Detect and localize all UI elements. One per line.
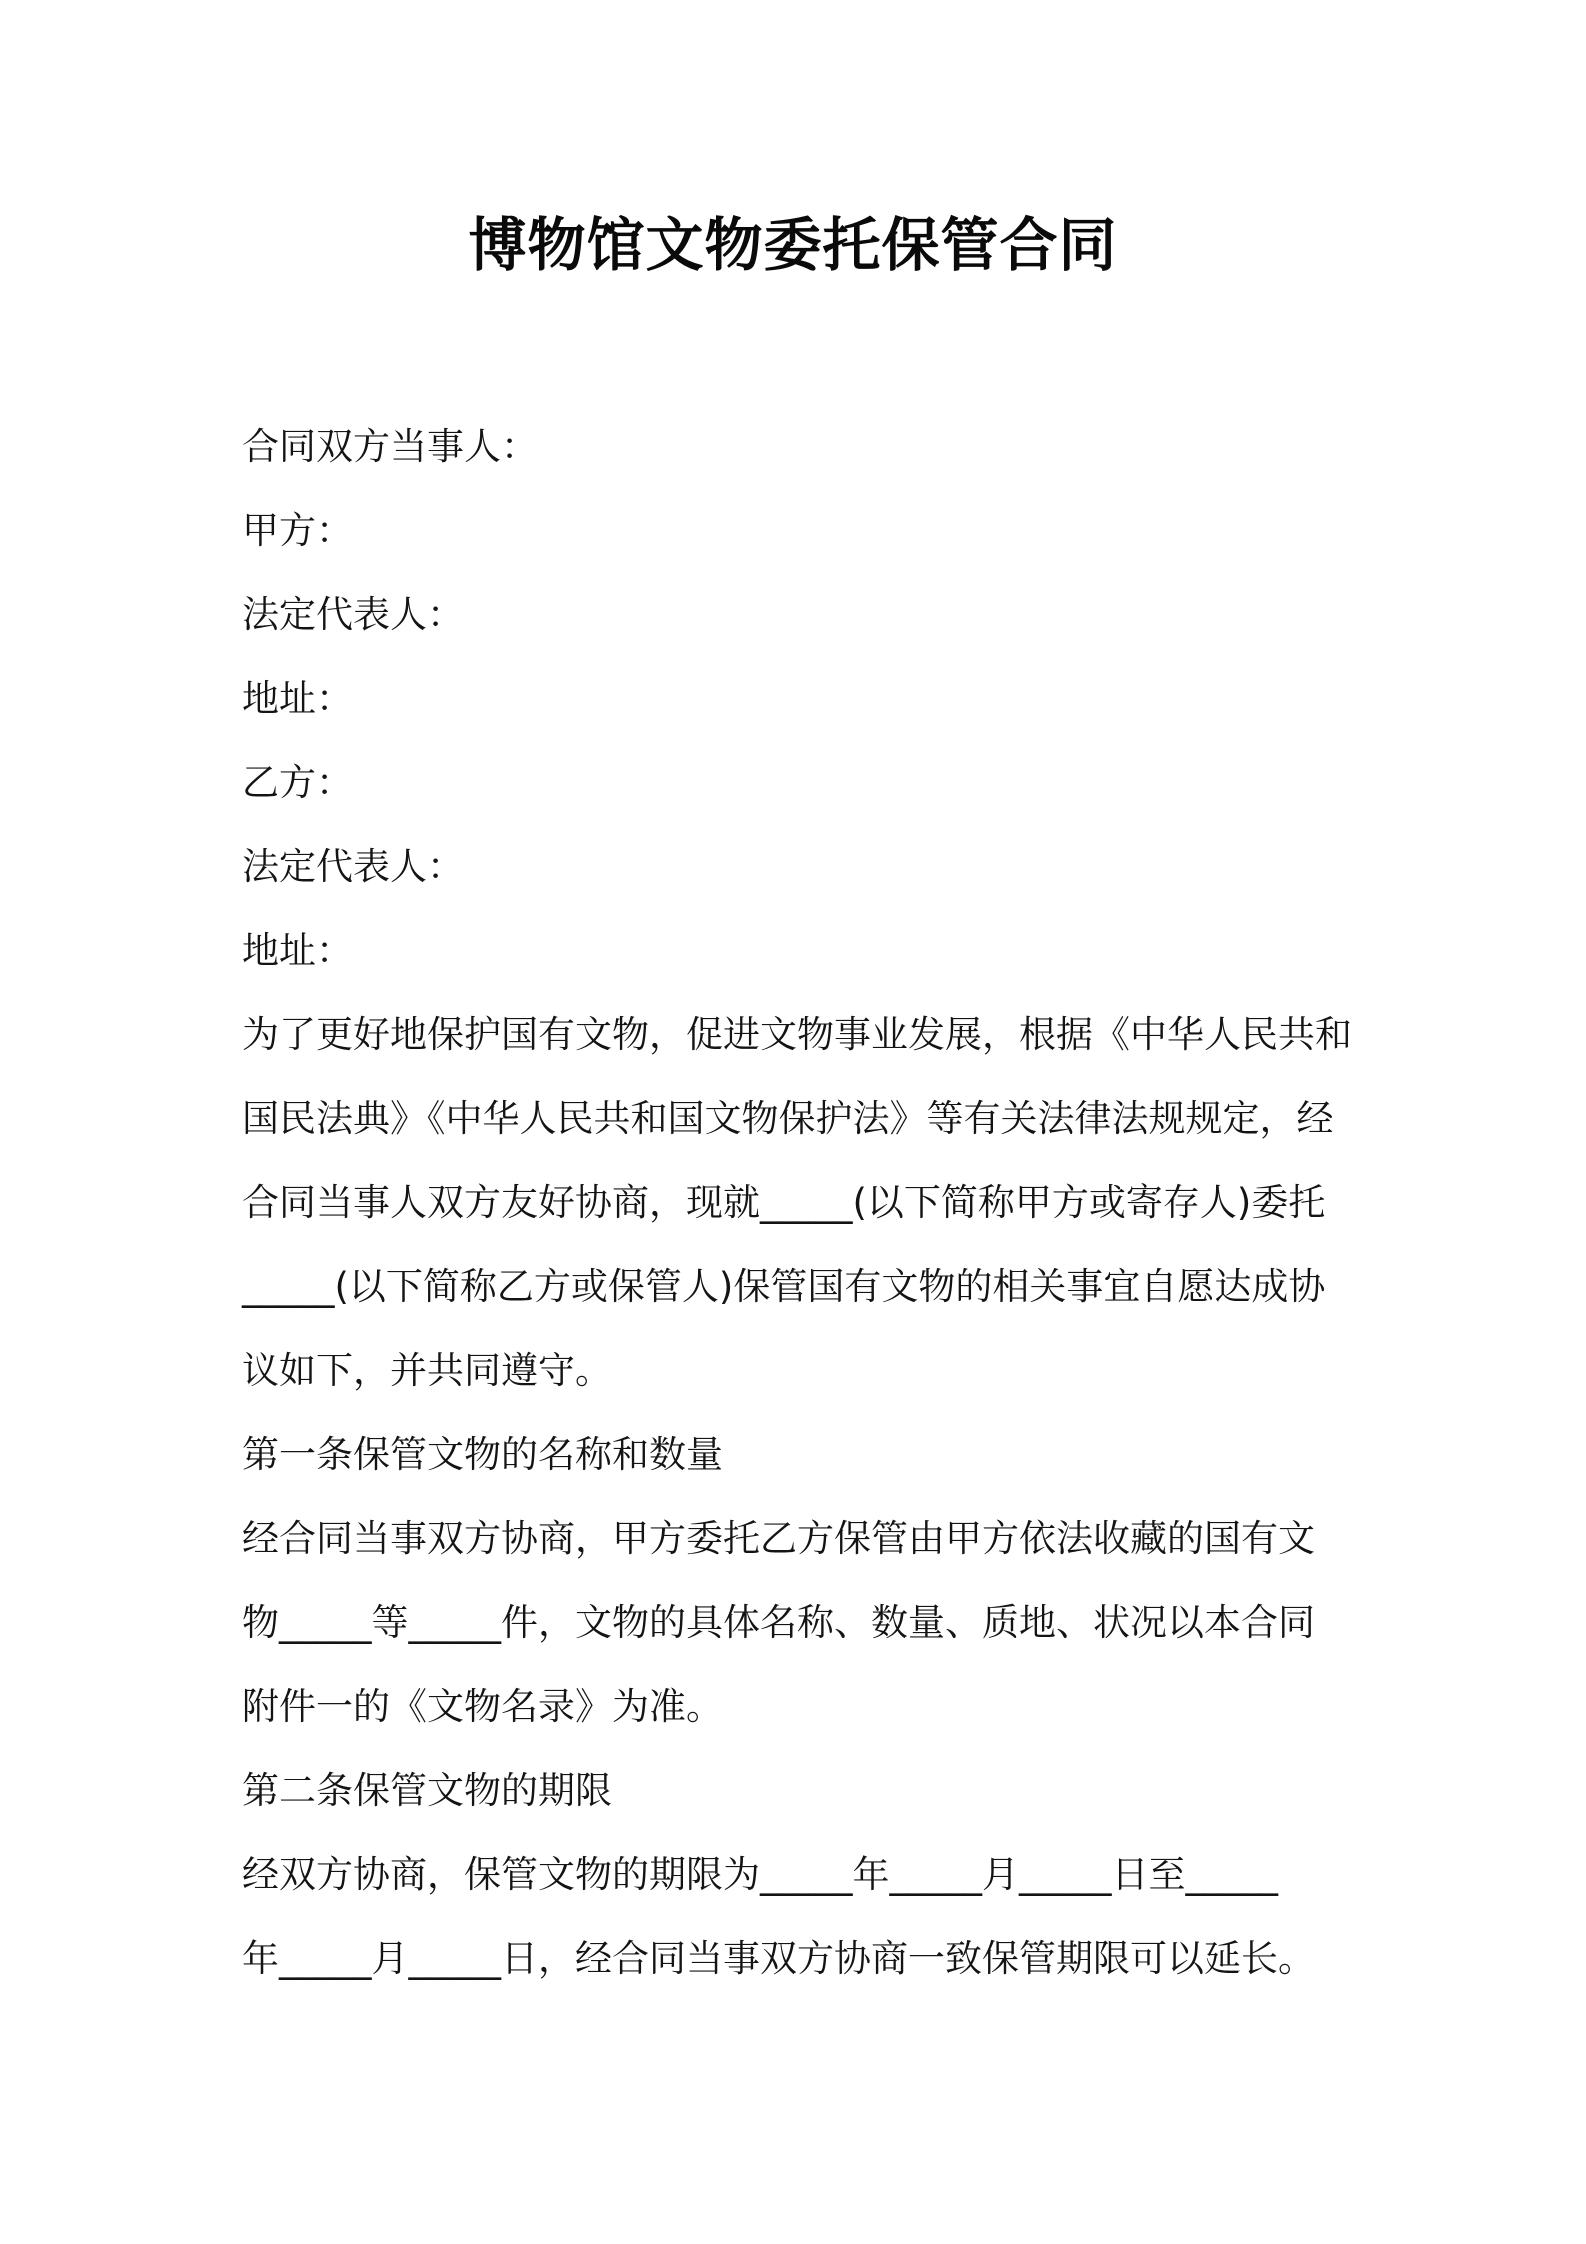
preamble-line: 议如下，并共同遵守。 xyxy=(242,1349,612,1392)
article-2-line: 年_____月_____日，经合同当事双方协商一致保管期限可以延长。 xyxy=(242,1937,1315,1980)
party-a-representative-label: 法定代表人： xyxy=(242,593,464,636)
article-1-line: 物_____等_____件，文物的具体名称、数量、质地、状况以本合同 xyxy=(242,1601,1315,1644)
article-1-line: 附件一的《文物名录》为准。 xyxy=(242,1685,723,1728)
preamble-line: _____(以下简称乙方或保管人)保管国有文物的相关事宜自愿达成协 xyxy=(242,1265,1326,1308)
preamble-line: 合同当事人双方友好协商，现就_____(以下简称甲方或寄存人)委托 xyxy=(242,1181,1326,1224)
party-b-address-label: 地址： xyxy=(242,929,353,972)
preamble-line: 国民法典》《中华人民共和国文物保护法》等有关法律法规规定，经 xyxy=(242,1097,1334,1140)
party-a-address-label: 地址： xyxy=(242,677,353,720)
article-1-heading: 第一条保管文物的名称和数量 xyxy=(242,1433,723,1476)
article-2-heading: 第二条保管文物的期限 xyxy=(242,1769,612,1812)
preamble-line: 为了更好地保护国有文物，促进文物事业发展，根据《中华人民共和 xyxy=(242,1013,1352,1056)
party-a-label: 甲方： xyxy=(242,509,353,552)
party-b-representative-label: 法定代表人： xyxy=(242,845,464,888)
document-title: 博物馆文物委托保管合同 xyxy=(468,211,1118,279)
party-b-label: 乙方： xyxy=(242,761,353,804)
article-2-line: 经双方协商，保管文物的期限为_____年_____月_____日至_____ xyxy=(242,1853,1278,1896)
article-1-line: 经合同当事双方协商，甲方委托乙方保管由甲方依法收藏的国有文 xyxy=(242,1517,1315,1560)
document-body xyxy=(242,405,1352,2001)
parties-heading: 合同双方当事人： xyxy=(242,425,538,468)
